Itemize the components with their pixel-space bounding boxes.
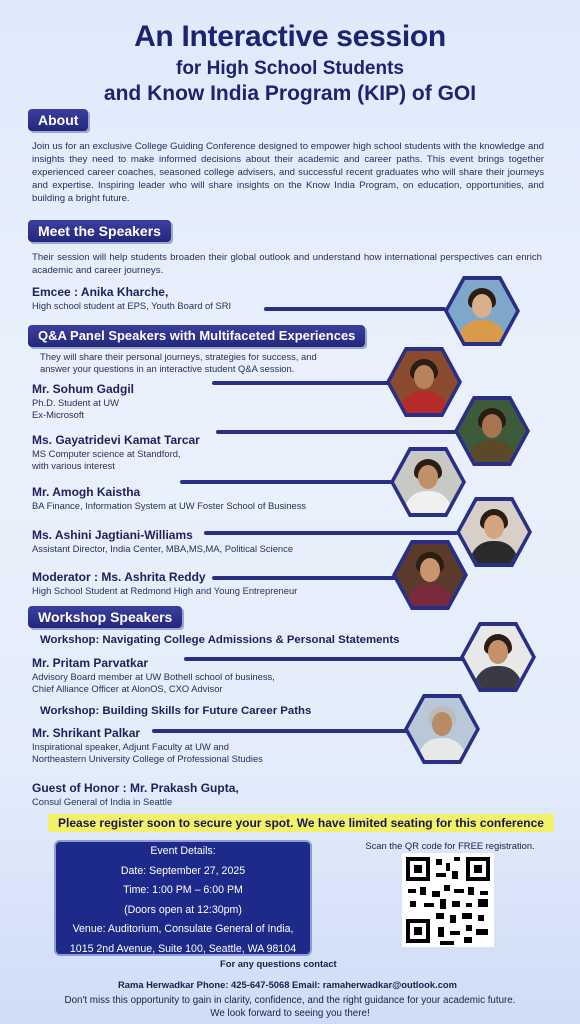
connector-line: [264, 307, 446, 311]
moderator-photo: [392, 540, 468, 610]
event-heading: Event Details:: [150, 845, 216, 857]
contact-label: For any questions contact: [220, 958, 337, 969]
panelist-3-photo: [390, 447, 466, 517]
panelist-4-photo: [456, 497, 532, 567]
page-title: An Interactive session: [134, 20, 446, 53]
connector-line: [152, 729, 408, 733]
emcee-photo: [444, 276, 520, 346]
event-time: Time: 1:00 PM – 6:00 PM: [123, 884, 243, 897]
workshop-2-title: Workshop: Building Skills for Future Career Paths: [40, 705, 312, 717]
panelist-4-role: Assistant Director, India Center, MBA,MS,MA, Political Science: [32, 543, 294, 554]
speakers-text: Their session will help students broaden their global outlook and understand how international perspectives can enrich academic and career journeys.: [32, 252, 542, 276]
workshop-2-speaker-role-2: Northeastern University College of Professional Studies: [32, 753, 263, 764]
contact-line: Rama Herwadkar Phone: 425-647-5068 Email: ramaherwadkar@outlook.com: [118, 979, 457, 990]
workshop-1-title: Workshop: Navigating College Admissions & Personal Statements: [40, 634, 400, 646]
panel-intro-2: answer your questions in an interactive student Q&A session.: [40, 363, 295, 374]
panelist-3-role: BA Finance, Information System at UW Foster School of Business: [32, 500, 307, 511]
qr-code-icon: [402, 853, 494, 947]
event-date: Date: September 27, 2025: [120, 864, 246, 877]
panel-heading: Q&A Panel Speakers with Multifaceted Experiences: [28, 325, 365, 347]
page-subtitle-1: for High School Students: [176, 58, 404, 79]
footer-line-1: Don't miss this opportunity to gain in clarity, confidence, and the right guidance for your academic future.: [64, 995, 516, 1006]
connector-line: [184, 657, 464, 661]
workshop-1-speaker-photo: [460, 622, 536, 692]
panelist-1-name: Mr. Sohum Gadgil: [32, 382, 135, 396]
connector-line: [180, 480, 392, 484]
guest-of-honor-role: Consul General of India in Seattle: [32, 796, 173, 807]
panelist-1-role: Ph.D. Student at UW: [32, 397, 120, 408]
workshop-1-speaker-role: Advisory Board member at UW Bothell school of business,: [32, 671, 275, 682]
speakers-heading: Meet the Speakers: [28, 220, 171, 242]
panelist-4-name: Ms. Ashini Jagtiani-Williams: [32, 528, 193, 542]
panelist-1-role-2: Ex-Microsoft: [32, 409, 85, 420]
about-text: Join us for an exclusive College Guiding Conference designed to empower high school students with the knowledge and insights they need to make informed decisions about their academic and career paths. This event brings together experienced career coaches, seasoned college advisers, and successful recent graduates who will share their journeys and expertise. Inspiring leader who will share insights on the Know India Program, on education, opportunities, and building a bright future.: [32, 141, 544, 204]
emcee-role: High school student at EPS, Youth Board of SRI: [32, 300, 232, 311]
workshop-1-speaker-name: Mr. Pritam Parvatkar: [32, 656, 149, 670]
workshop-2-speaker-photo: [404, 694, 480, 764]
workshop-2-speaker-name: Mr. Shrikant Palkar: [32, 726, 141, 740]
connector-line: [204, 531, 458, 535]
emcee-name: Emcee : Anika Kharche,: [32, 285, 169, 299]
page-subtitle-2: and Know India Program (KIP) of GOI: [103, 82, 477, 105]
panelist-2-name: Ms. Gayatridevi Kamat Tarcar: [32, 433, 200, 447]
event-venue: Venue: Auditorium, Consulate General of India,: [72, 923, 294, 936]
event-details-box: [56, 842, 310, 954]
moderator-name: Moderator : Ms. Ashrita Reddy: [32, 570, 206, 584]
register-banner: Please register soon to secure your spot. We have limited seating for this conference: [48, 814, 554, 832]
connector-line: [212, 576, 396, 580]
panelist-2-role: MS Computer science at Standford,: [32, 448, 181, 459]
panel-intro-1: They will share their personal journeys, strategies for success, and: [40, 351, 317, 362]
workshop-1-speaker-role-2: Chief Alliance Officer at AlonOS, CXO Advisor: [32, 683, 223, 694]
qr-caption: Scan the QR code for FREE registration.: [365, 840, 535, 851]
workshop-heading: Workshop Speakers: [28, 606, 182, 628]
panelist-2-role-2: with various interest: [32, 460, 115, 471]
panelist-1-photo: [386, 347, 462, 417]
qr-code[interactable]: [402, 853, 494, 947]
panelist-2-photo: [454, 396, 530, 466]
connector-line: [216, 430, 458, 434]
panelist-3-name: Mr. Amogh Kaistha: [32, 485, 141, 499]
event-doors: (Doors open at 12:30pm): [124, 903, 242, 916]
moderator-role: High School Student at Redmond High and Young Entrepreneur: [32, 585, 298, 596]
connector-line: [212, 381, 390, 385]
event-address: 1015 2nd Avenue, Suite 100, Seattle, WA 98104: [69, 942, 297, 955]
about-heading: About: [28, 109, 88, 131]
workshop-2-speaker-role: Inspirational speaker, Adjunt Faculty at UW and: [32, 741, 229, 752]
footer-line-2: We look forward to seeing you there!: [210, 1008, 370, 1019]
guest-of-honor-name: Guest of Honor : Mr. Prakash Gupta,: [32, 781, 239, 795]
